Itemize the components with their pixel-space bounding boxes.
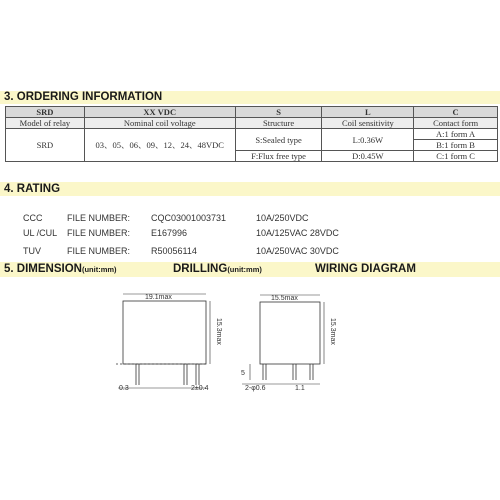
ordering-header-row (6, 107, 498, 118)
drilling-heading (173, 263, 262, 276)
front-view (116, 294, 210, 388)
header-cell: L (322, 107, 414, 118)
side-height-label: 15.3max (329, 318, 336, 345)
side-pin-diameter-label: 2-φ0.6 (245, 385, 266, 392)
header-cell: SRD (6, 107, 85, 118)
dimension-drawing (0, 280, 500, 500)
side-pin-gap-label: 1.1 (295, 385, 305, 392)
dimension-title: 5. DIMENSION (4, 263, 82, 275)
subheader-cell: Model of relay (6, 118, 85, 129)
front-pin-thickness-label: 0.3 (119, 385, 129, 392)
voltage-cell: 03、05、06、09、12、24、48VDC (84, 129, 235, 162)
ordering-subheader-row (6, 118, 498, 129)
rating-file-label: FILE NUMBER: (67, 246, 131, 256)
header-cell: XX VDC (84, 107, 235, 118)
subheader-cell: Nominal coil voltage (84, 118, 235, 129)
wiring-heading: WIRING DIAGRAM (315, 263, 416, 275)
side-pin-length-label: 5 (241, 370, 245, 377)
front-width-label: 19.1max (145, 294, 172, 301)
ordering-table (5, 106, 498, 162)
ordering-heading: 3. ORDERING INFORMATION (4, 91, 163, 103)
dimension-section-bar (0, 262, 500, 277)
side-view (242, 295, 324, 384)
rating-file-label: FILE NUMBER: (67, 228, 131, 238)
contact-form-b: B:1 form B (414, 140, 498, 151)
rating-section-bar (0, 182, 500, 196)
subheader-cell: Contact form (414, 118, 498, 129)
rating-value: 10A/250VDC (256, 213, 309, 223)
rating-file-number: E167996 (151, 228, 188, 238)
structure-cell-flux: F:Flux free type (235, 151, 322, 162)
header-cell: C (414, 107, 498, 118)
header-cell: S (235, 107, 322, 118)
ordering-data-row (6, 129, 498, 140)
rating-agency: UL /CUL (23, 228, 58, 238)
drilling-unit: (unit:mm) (227, 265, 262, 274)
drilling-title: DRILLING (173, 263, 228, 275)
model-cell: SRD (6, 129, 85, 162)
sensitivity-cell-l: L:0.36W (322, 129, 414, 151)
side-width-label: 15.5max (271, 295, 298, 302)
dimension-unit: (unit:mm) (81, 265, 117, 274)
front-height-label: 15.3max (215, 318, 222, 345)
rating-file-label: FILE NUMBER: (67, 213, 131, 223)
contact-form-c: C:1 form C (414, 151, 498, 162)
rating-file-number: CQC03001003731 (151, 213, 227, 223)
structure-cell-sealed: S:Sealed type (235, 129, 322, 151)
rating-heading: 4. RATING (4, 183, 61, 195)
front-pin-pitch-label: 2±0.4 (191, 385, 209, 392)
rating-agency: TUV (23, 246, 41, 256)
front-body-outline (123, 301, 206, 364)
side-body-outline (260, 302, 320, 364)
subheader-cell: Coil sensitivity (322, 118, 414, 129)
rating-value: 10A/250VAC 30VDC (256, 246, 339, 256)
subheader-cell: Structure (235, 118, 322, 129)
dimension-heading (4, 263, 117, 276)
sensitivity-cell-d: D:0.45W (322, 151, 414, 162)
rating-value: 10A/125VAC 28VDC (256, 228, 339, 238)
rating-file-number: R50056114 (151, 246, 197, 256)
contact-form-a: A:1 form A (414, 129, 498, 140)
rating-agency: CCC (23, 213, 43, 223)
ordering-section-bar (0, 91, 500, 104)
